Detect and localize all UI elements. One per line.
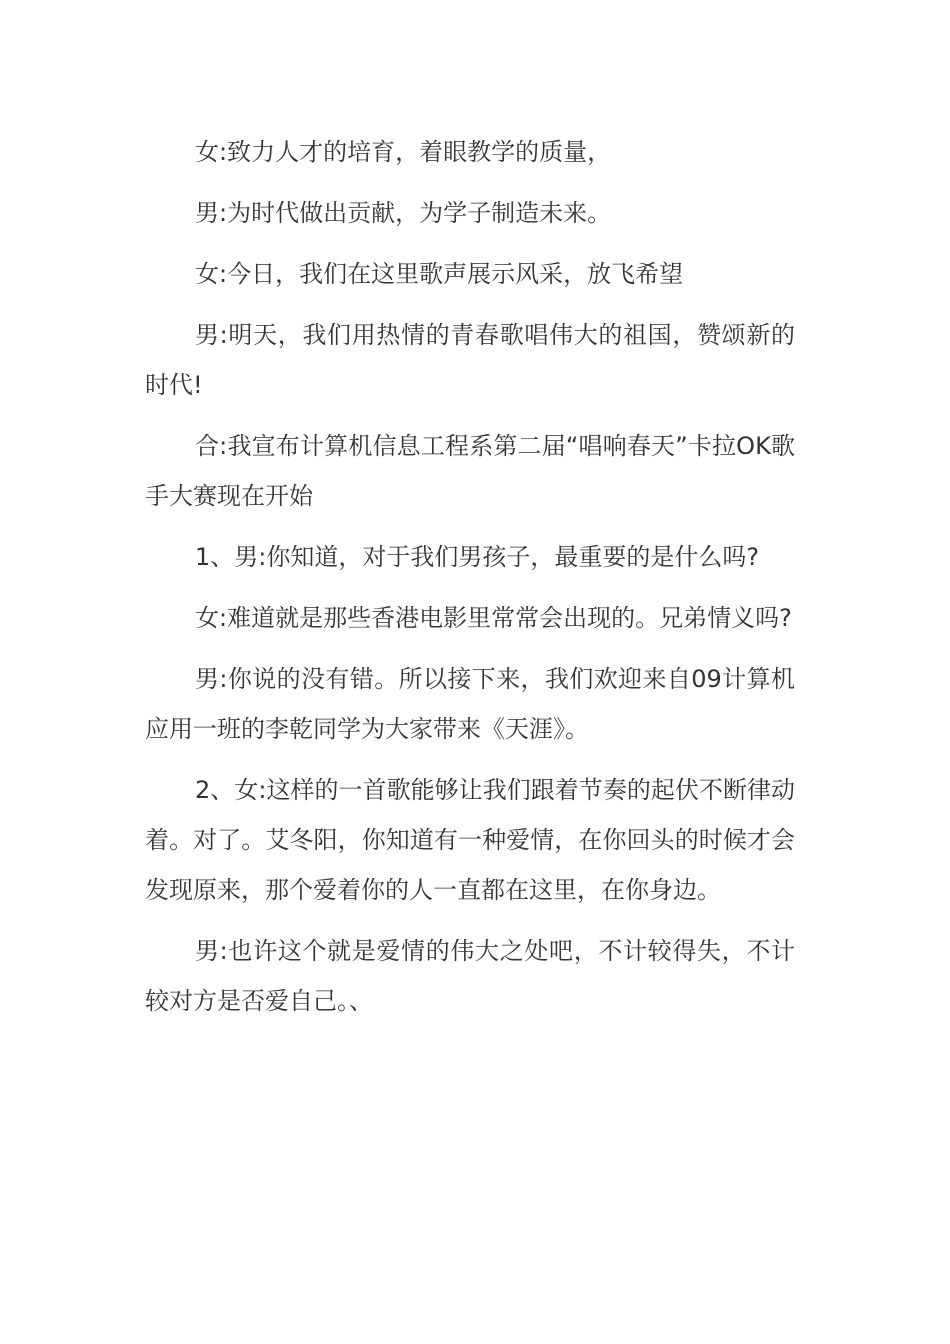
document-body xyxy=(145,127,795,1037)
paragraph: 1、男:你知道，对于我们男孩子，最重要的是什么吗? xyxy=(195,543,760,571)
paragraph: 2、女:这样的一首歌能够让我们跟着节奏的起伏不断律动着。对了。艾冬阳，你知道有一种爱情，在你回头的时候才会发现原来，那个爱着你的人一直都在这里，在你身边。 xyxy=(145,776,795,904)
paragraph: 男:明天，我们用热情的青春歌唱伟大的祖国，赞颂新的时代! xyxy=(145,321,795,399)
paragraph: 女:致力人才的培育，着眼教学的质量， xyxy=(195,138,612,166)
paragraph: 合:我宣布计算机信息工程系第二届“唱响春天”卡拉OK歌手大赛现在开始 xyxy=(145,432,795,510)
paragraph: 女:今日，我们在这里歌声展示风采，放飞希望 xyxy=(195,260,684,288)
paragraph: 男:也许这个就是爱情的伟大之处吧，不计较得失，不计较对方是否爱自己。、 xyxy=(145,937,795,1015)
paragraph: 女:难道就是那些香港电影里常常会出现的。兄弟情义吗? xyxy=(195,604,792,632)
paragraph: 男:你说的没有错。所以接下来，我们欢迎来自09计算机应用一班的李乾同学为大家带来《天涯》。 xyxy=(145,665,795,743)
paragraph: 男:为时代做出贡献，为学子制造未来。 xyxy=(195,199,612,227)
